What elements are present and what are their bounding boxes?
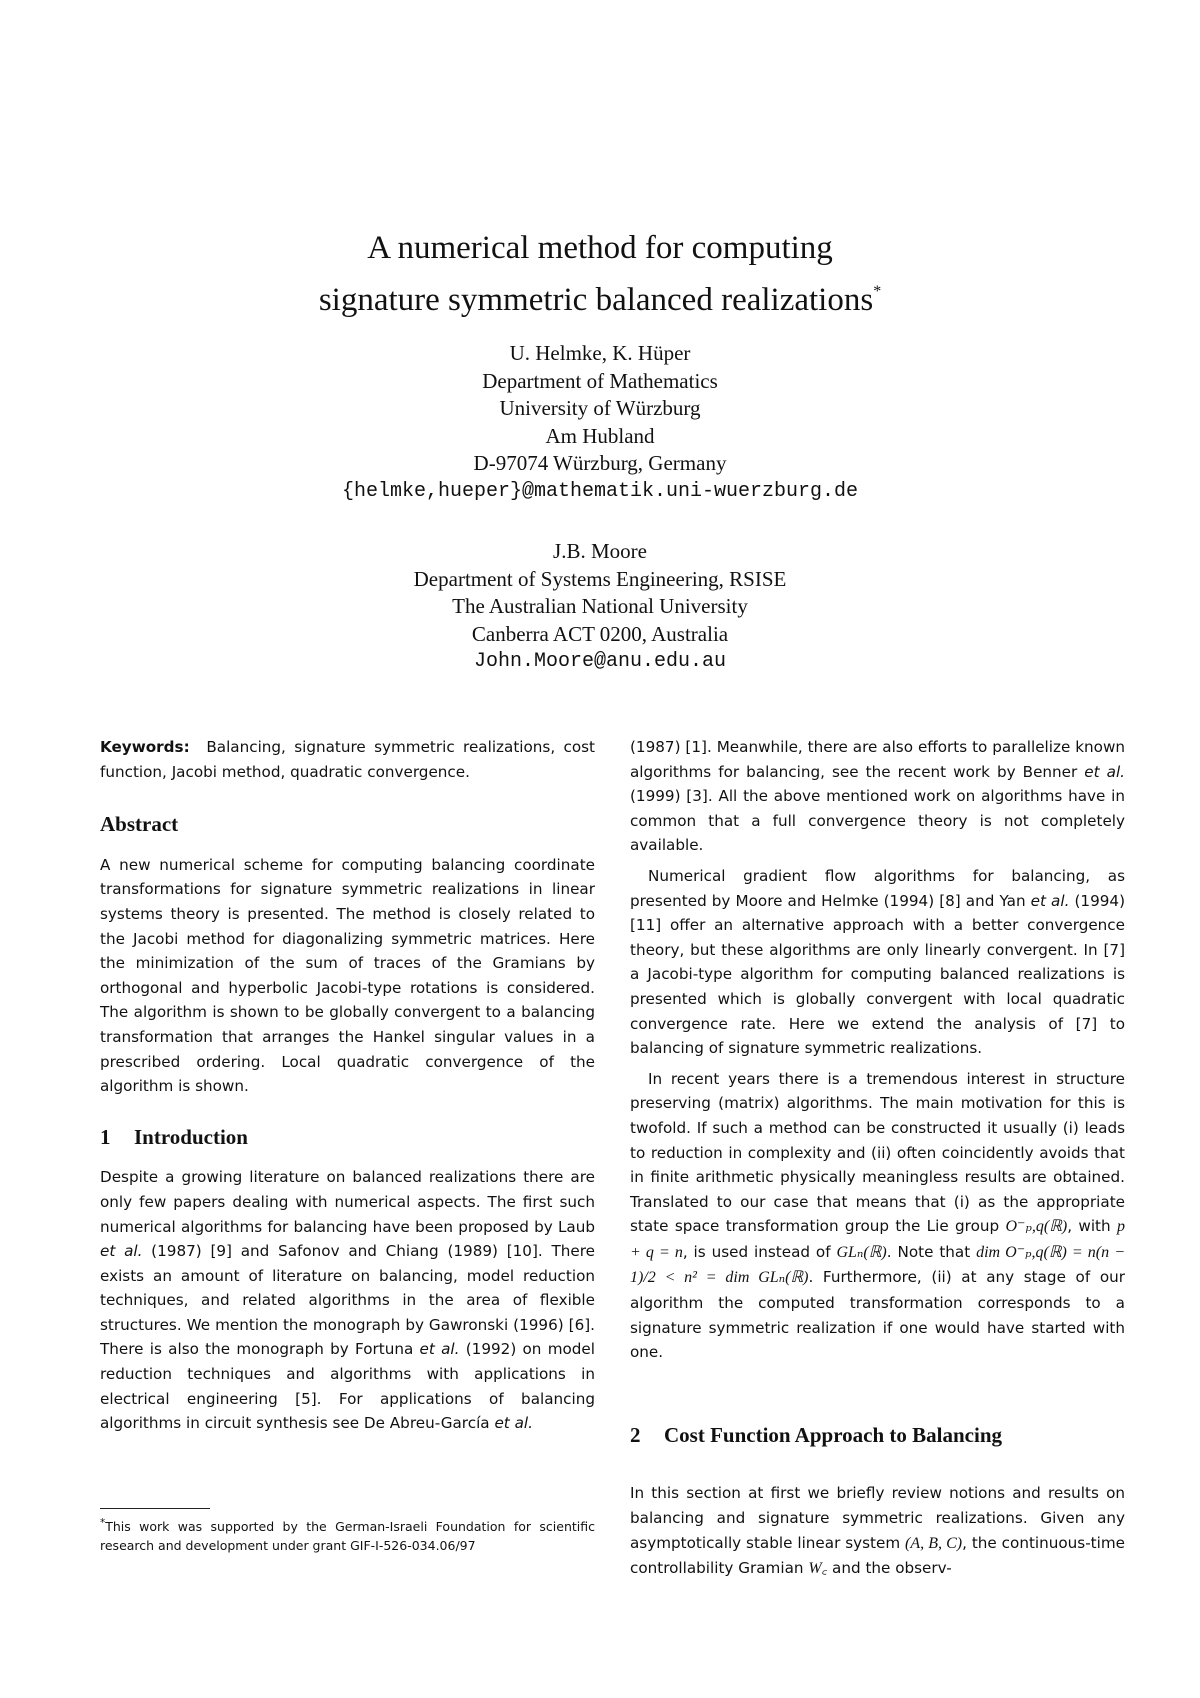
math-abc: (A, B, C) [905, 1534, 963, 1552]
text-run: In recent years there is a tremendous interest in structure preserving (matrix) algorithms. The main motivation for this is twofold. If such a method can be constructed it usually (i) leads to reduction in complexity and (ii) often coincidently avoids that in finite arithmetic physically meaningless results are obtained. Translated to our case that means that (i) as the appropriate state space transformation group the Lie group [630, 1069, 1125, 1236]
author-dept-1: Department of Mathematics [482, 368, 718, 393]
keywords-label: Keywords: [100, 738, 190, 756]
author-university-1: University of Würzburg [499, 396, 701, 420]
text-run: (1994) [11] offer an alternative approach with a better convergence theory, but these algorithms are only linearly convergent. In [7] a Jacobi-type algorithm for computing balanced realizations is presented which is globally convergent with local quadratic convergence rate. Here we extend the analysis of [7] to balancing of signature symmetric realizations. [630, 891, 1125, 1058]
text-run: Despite a growing literature on balanced realizations there are only few papers dealing with numerical aspects. The first such numerical algorithms for balancing have been proposed by Laub [100, 1168, 595, 1236]
text-run: Numerical gradient flow algorithms for balancing, as presented by Moore and Helmke (1994) [8] and Yan [630, 866, 1125, 910]
footnote-mark: * [100, 1517, 106, 1529]
author-names-2: J.B. Moore [553, 539, 647, 563]
math-pqn: p + q = n [630, 1218, 1125, 1261]
footnote-rule [100, 1508, 210, 1509]
text-run: . Note that [886, 1242, 977, 1261]
keywords-text: Balancing, signature symmetric realizations, cost function, Jacobi method, quadratic convergence. [100, 738, 595, 781]
text-run: . Furthermore, (ii) at any stage of our algorithm the computed transformation corresponds to a signature symmetric realization if one would have started with one. [630, 1268, 1125, 1362]
author-dept-2: Department of Systems Engineering, RSISE [413, 566, 787, 591]
section-2-title: Cost Function Approach to Balancing [664, 1422, 1002, 1447]
text-run: (1987) [1]. Meanwhile, there are also efforts to parallelize known algorithms for balancing, see the recent work by Benner [630, 738, 1125, 781]
section-1-heading [100, 1125, 595, 1150]
title-footnote-mark: * [873, 283, 882, 300]
author-city-2: Canberra ACT 0200, Australia [471, 621, 729, 646]
section-2-paragraph-1 [630, 1481, 1125, 1581]
author-names-1: U. Helmke, K. Hüper [509, 341, 691, 365]
author-street-1: Am Hubland [545, 423, 655, 448]
etal: et al. [100, 1242, 143, 1261]
etal: et al. [1084, 762, 1125, 781]
footnote-text: This work was supported by the German-Israeli Foundation for scientific research and development under grant GIF-I-526-034.06/97 [100, 1519, 595, 1554]
author-block-1 [0, 340, 1200, 505]
title-line-2: signature symmetric balanced realizations [318, 282, 874, 318]
text-run: In this section at first we briefly review notions and results on balancing and signature symmetric realizations. Given any asymptotically stable linear system [630, 1484, 1125, 1552]
section-2-number: 2 [630, 1422, 641, 1447]
author-email-1: {helmke,hueper}@mathematik.uni-wuerzburg.de [341, 479, 859, 503]
text-run: , with [1067, 1217, 1117, 1236]
etal: et al. [1030, 891, 1070, 910]
etal: et al. [494, 1414, 533, 1433]
text-run: (1992) on model reduction techniques and algorithms with applications in electrical engineering [5]. For applications of balancing algorithms in circuit synthesis see De Abreu-García [100, 1340, 595, 1433]
paper-title [0, 226, 1200, 322]
section-1-title: Introduction [134, 1124, 248, 1149]
text-run: (1987) [9] and Safonov and Chiang (1989) [10]. There exists an amount of literature on balancing, model reduction techniques, and related algorithms in the area of flexible structures. We mention the monograph by Gawronski (1996) [6]. There is also the monograph by Fortuna [100, 1242, 595, 1359]
text-run: and the observ- [827, 1559, 952, 1578]
title-line-1: A numerical method for computing [367, 230, 833, 266]
math-wc: W꜀ [808, 1560, 828, 1578]
math-gln: GLₙ(ℝ) [836, 1243, 887, 1261]
author-university-2: The Australian National University [452, 594, 748, 618]
keywords [100, 735, 595, 784]
etal: et al. [419, 1340, 460, 1359]
intro-paragraph-3 [630, 1067, 1125, 1365]
author-city-1: D-97074 Würzburg, Germany [473, 451, 727, 475]
author-block-2 [0, 538, 1200, 676]
intro-paragraph-1-continued [630, 735, 1125, 858]
intro-paragraph-2 [630, 864, 1125, 1061]
abstract-heading: Abstract [100, 812, 179, 837]
footnote [100, 1514, 595, 1555]
abstract-text: A new numerical scheme for computing balancing coordinate transformations for signature symmetric realizations in linear systems theory is presented. The method is closely related to the Jacobi method for diagonalizing symmetric matrices. Here the minimization of the sum of traces of the Gramians by orthogonal and hyperbolic Jacobi-type rotations is considered. The algorithm is shown to be globally convergent to a balancing transformation that arranges the Hankel singular values in a prescribed ordering. Local quadratic convergence of the algorithm is shown. [100, 855, 595, 1096]
text-run: , the continuous-time controllability Gramian [630, 1533, 1125, 1578]
left-column [100, 735, 595, 1436]
math-opq: O⁻ₚ,q(ℝ) [1005, 1218, 1068, 1236]
math-dim: dim O⁻ₚ,q(ℝ) = n(n − 1)/2 < n² = dim GLₙ(ℝ) [630, 1243, 1126, 1287]
text-run: , is used instead of [682, 1242, 837, 1261]
author-email-2: John.Moore@anu.edu.au [473, 650, 727, 673]
intro-paragraph-1 [100, 1165, 595, 1436]
text-run: (1999) [3]. All the above mentioned work on algorithms have in common that a full convergence theory is not completely available. [630, 787, 1125, 855]
section-2-heading [630, 1423, 1125, 1448]
section-1-number: 1 [100, 1124, 111, 1149]
right-column [630, 735, 1125, 1582]
